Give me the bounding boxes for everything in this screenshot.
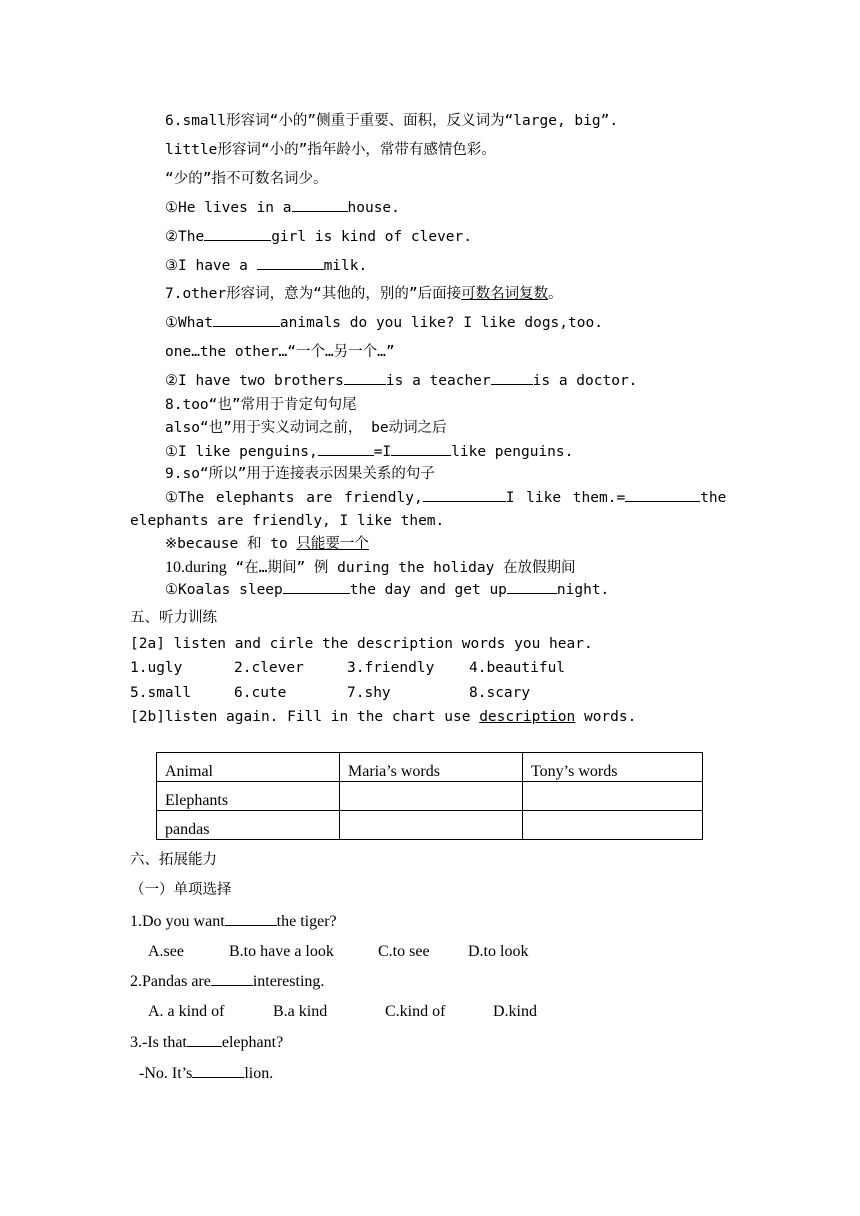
option[interactable]: C.to see: [378, 943, 430, 960]
option[interactable]: B.to have a look: [229, 943, 334, 960]
exercise-7-1: ①What animals do you like? I like dogs,too.: [165, 315, 603, 331]
exercise-7-2: ②I have two brothers is a teacher is a doctor.: [165, 373, 638, 389]
word-option[interactable]: 7.shy: [347, 685, 391, 701]
answer-blank[interactable]: [344, 383, 386, 385]
answer-blank[interactable]: [225, 924, 277, 926]
extension-subheading: （一）单项选择: [130, 882, 232, 898]
word-option[interactable]: 8.scary: [469, 685, 531, 701]
question-3-response: -No. It’s lion.: [139, 1065, 274, 1082]
table-row: [157, 782, 703, 811]
listening-chart: [156, 752, 703, 840]
answer-blank[interactable]: [318, 454, 374, 456]
word-option[interactable]: 4.beautiful: [469, 660, 566, 676]
word-option[interactable]: 3.friendly: [347, 660, 435, 676]
answer-blank[interactable]: [507, 592, 557, 594]
answer-blank[interactable]: [391, 454, 451, 456]
answer-blank[interactable]: [213, 325, 280, 327]
answer-blank[interactable]: [187, 1045, 222, 1047]
extension-heading: 六、拓展能力: [130, 852, 217, 868]
word-option[interactable]: 6.cute: [234, 685, 287, 701]
note-10-line-a: 10.during “在…期间” 例 during the holiday 在放假期间: [165, 559, 576, 576]
exercise-9-1: ①The elephants are friendly, I like them.= the: [165, 490, 727, 506]
note-6-line-b: little形容词“小的”指年龄小，常带有感情色彩。: [165, 142, 496, 158]
answer-blank[interactable]: [257, 268, 324, 270]
answer-blank[interactable]: [491, 383, 533, 385]
table-cell-answer[interactable]: [340, 782, 523, 811]
word-option[interactable]: 1.ugly: [130, 660, 183, 676]
table-header-row: [157, 753, 703, 782]
answer-blank[interactable]: [204, 239, 271, 241]
note-7-line-a: 7.other形容词，意为“其他的，别的”后面接可数名词复数。: [165, 286, 563, 302]
question-3: 3.-Is that elephant?: [130, 1034, 284, 1051]
task-2b: [2b]listen again. Fill in the chart use description words.: [130, 709, 637, 725]
answer-blank[interactable]: [292, 210, 348, 212]
exercise-6-1: ①He lives in a house.: [165, 200, 400, 216]
word-option[interactable]: 2.clever: [234, 660, 304, 676]
exercise-8-1: ①I like penguins, =I like penguins.: [165, 444, 574, 460]
option[interactable]: D.to look: [468, 943, 529, 960]
table-cell-answer[interactable]: [523, 782, 703, 811]
task-2a: [2a] listen and cirle the description words you hear.: [130, 636, 593, 652]
option[interactable]: A.see: [148, 943, 184, 960]
exercise-6-2: ②The girl is kind of clever.: [165, 229, 472, 245]
note-9-line-a: 9.so“所以”用于连接表示因果关系的句子: [165, 466, 435, 482]
table-header-cell: Animal: [157, 753, 340, 782]
option[interactable]: D.kind: [493, 1003, 537, 1020]
note-8-line-a: 8.too“也”常用于肯定句句尾: [165, 397, 357, 413]
word-option[interactable]: 5.small: [130, 685, 192, 701]
table-header-cell: Tony’s words: [523, 753, 703, 782]
option[interactable]: C.kind of: [385, 1003, 446, 1020]
note-8-line-b: also“也”用于实义动词之前， be动词之后: [165, 420, 447, 436]
note-6-line-a: 6.small形容词“小的”侧重于重要、面积，反义词为“large, big”.: [165, 113, 619, 129]
listening-heading: 五、听力训练: [130, 610, 217, 626]
table-row: [157, 811, 703, 840]
answer-blank[interactable]: [211, 984, 253, 986]
note-6-line-c: “少的”指不可数名词少。: [165, 171, 328, 187]
exercise-10-1: ①Koalas sleep the day and get up night.: [165, 582, 610, 598]
note-7-line-b: one…the other…“一个…另一个…”: [165, 344, 395, 360]
answer-blank[interactable]: [283, 592, 350, 594]
table-cell: pandas: [157, 811, 340, 840]
exercise-6-3: ③I have a milk.: [165, 258, 368, 274]
option[interactable]: B.a kind: [273, 1003, 328, 1020]
table-cell-answer[interactable]: [340, 811, 523, 840]
answer-blank[interactable]: [625, 500, 700, 502]
answer-blank[interactable]: [423, 500, 506, 502]
exercise-9-1-continued: elephants are friendly, I like them.: [130, 513, 445, 529]
question-2: 2.Pandas are interesting.: [130, 973, 325, 990]
table-header-cell: Maria’s words: [340, 753, 523, 782]
answer-blank[interactable]: [192, 1076, 244, 1078]
table-cell-answer[interactable]: [523, 811, 703, 840]
table-cell: Elephants: [157, 782, 340, 811]
question-1: 1.Do you want the tiger?: [130, 913, 337, 930]
note-9-because: ※because 和 to 只能要一个: [165, 536, 369, 552]
option[interactable]: A. a kind of: [148, 1003, 225, 1020]
